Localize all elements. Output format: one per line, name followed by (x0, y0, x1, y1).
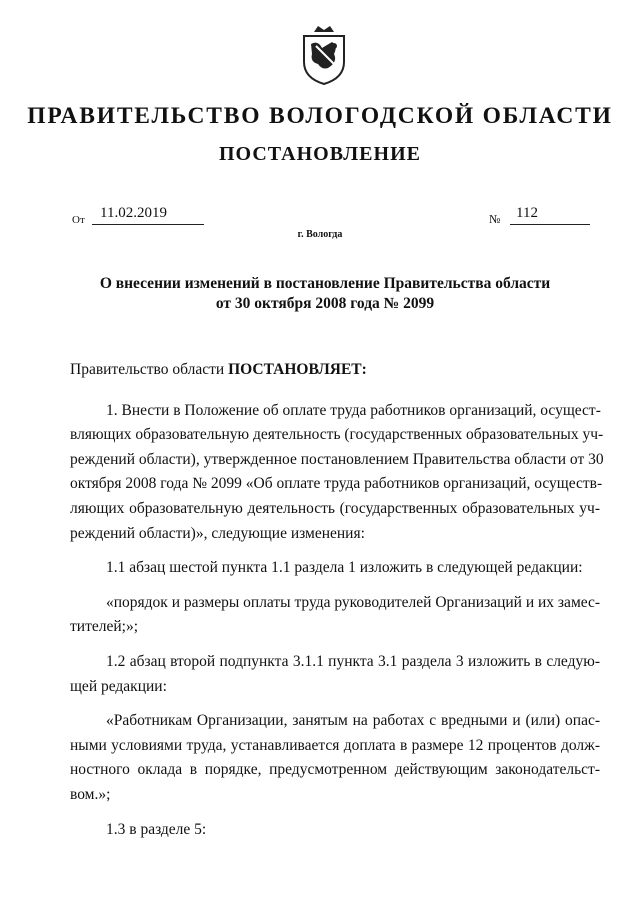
text-line: 1.2 абзац второй подпункта 3.1.1 пункта 3.1 раздела 3 изложить в следую- (106, 652, 600, 670)
text-line: 1.1 абзац шестой пункта 1.1 раздела 1 изложить в следующей редакции: (106, 559, 583, 577)
text-line: вом.»; (70, 785, 111, 803)
text-line: щей редакции: (70, 677, 167, 695)
date-label: От (72, 214, 85, 226)
text-line: «порядок и размеры оплаты труда руководителей Организаций и их замес- (106, 593, 601, 611)
text-line: реждений области)», следующие изменения: (70, 524, 365, 542)
text-line: 1.3 в разделе 5: (106, 820, 207, 838)
text-line: ными условиями труда, устанавливается доплата в размере 12 процентов долж- (70, 736, 600, 754)
coat-of-arms-icon (298, 22, 350, 86)
decree-prefix: Правительство области (70, 361, 229, 378)
city-label: г. Вологда (297, 229, 343, 240)
text-line: октября 2008 года № 2099 «Об оплате труда работников организаций, осуществ- (70, 475, 603, 493)
document-date: 11.02.2019 (92, 205, 204, 225)
decree-line (70, 358, 600, 383)
document-body (70, 358, 604, 842)
number-label: № (489, 212, 501, 226)
subject-line: от 30 октября 2008 года № 2099 (215, 295, 435, 312)
text-line: тителей;»; (70, 618, 138, 636)
organization-title: ПРАВИТЕЛЬСТВО ВОЛОГОДСКОЙ ОБЛАСТИ (27, 103, 613, 129)
document-subject (60, 274, 590, 314)
text-line: ностного оклада в порядке, предусмотренном действующим законодательст- (70, 761, 600, 779)
text-line: 1. Внести в Положение об оплате труда работников организаций, осущест- (106, 401, 601, 419)
decree-word: ПОСТАНОВЛЯЕТ: (228, 361, 367, 378)
document-type: ПОСТАНОВЛЕНИЕ (219, 143, 421, 165)
subject-line: О внесении изменений в постановление Правительства области (99, 275, 551, 292)
document-number: 112 (510, 205, 590, 225)
text-line: «Работникам Организации, занятым на работах с вредными и (или) опас- (106, 712, 600, 730)
text-line: ляющих образовательную деятельность (государственных образовательных уч- (70, 499, 600, 517)
text-line: вляющих образовательную деятельность (государственных образовательных уч- (70, 426, 604, 444)
text-line: реждений области), утвержденное постановлением Правительства области от 30 (70, 450, 604, 468)
